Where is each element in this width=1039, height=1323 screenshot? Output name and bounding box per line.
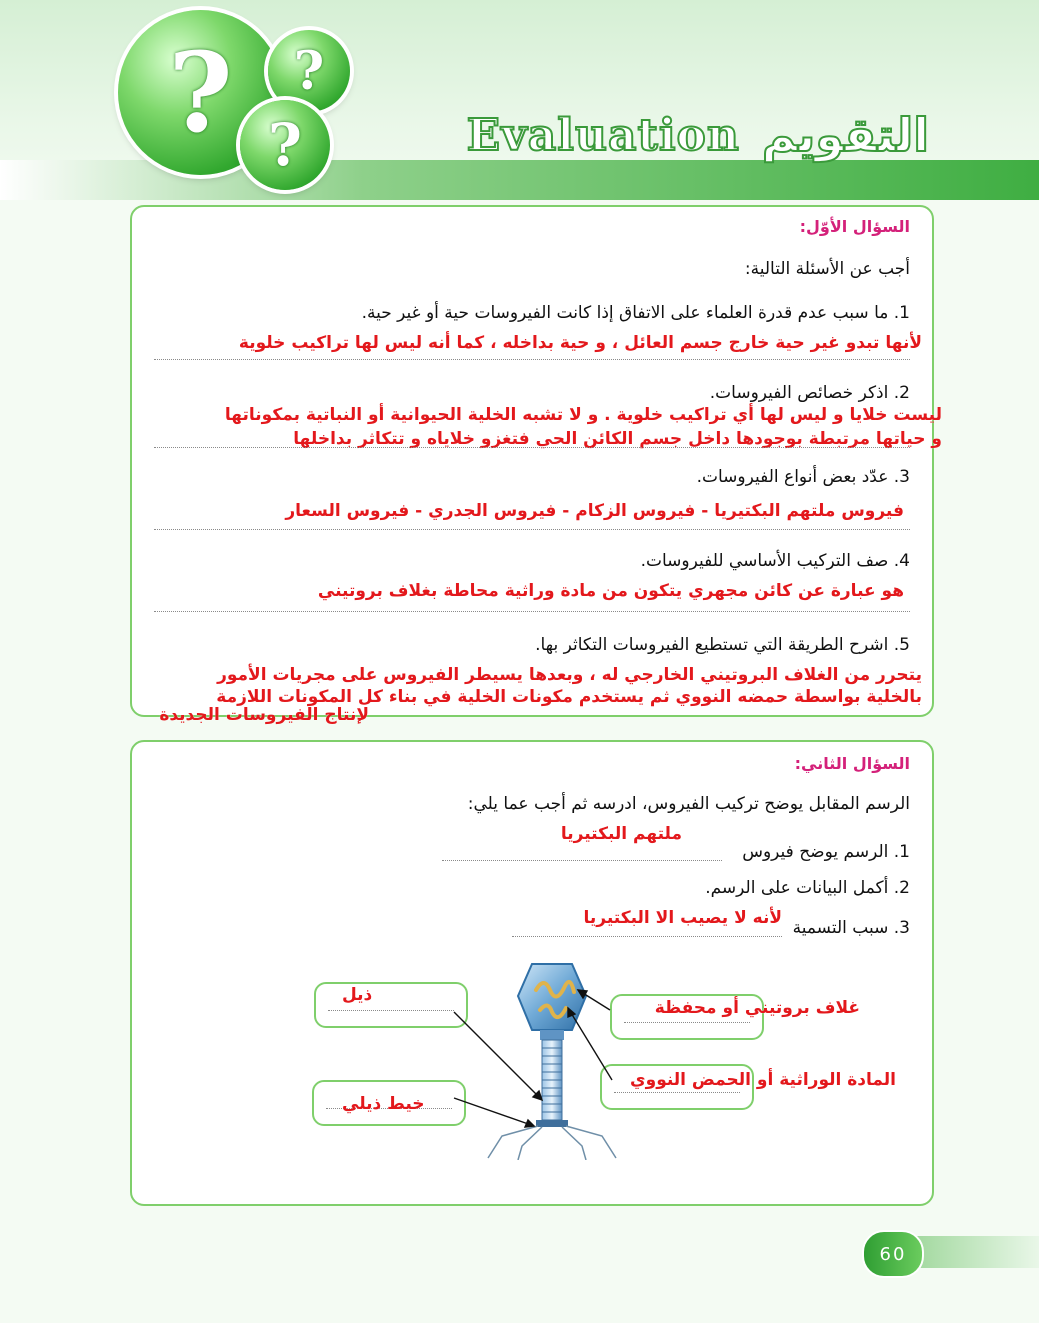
question-2-instruction: الرسم المقابل يوضح تركيب الفيروس، ادرسه ثم أجب عما يلي: (467, 794, 910, 814)
label-genetic-material: المادة الوراثية أو الحمض النووي (630, 1070, 896, 1090)
q1-answer-2b: و حياتها مرتبطة بوجودها داخل جسم الكائن الحي فتغزو خلاياه و تتكاثر بداخلها (293, 429, 942, 449)
question-mark-icon: ? (293, 40, 325, 102)
tail-collar (540, 1030, 564, 1040)
question-1-heading: السؤال الأوّل: (799, 217, 910, 236)
q2-item-2: 2. أكمل البيانات على الرسم. (705, 878, 910, 898)
question-2-box (130, 740, 934, 1206)
tail-fibers (488, 1126, 616, 1160)
q1-item-1: 1. ما سبب عدم قدرة العلماء على الاتفاق إذا كانت الفيروسات حية أو غير حية. (361, 303, 910, 323)
answer-line (154, 447, 910, 448)
q2-answer-3: لأنه لا يصيب الا البكتيريا (583, 908, 782, 928)
answer-line (154, 611, 910, 612)
base-plate (536, 1120, 568, 1127)
q1-item-4: 4. صف التركيب الأساسي للفيروسات. (640, 551, 910, 571)
q1-item-5: 5. اشرح الطريقة التي تستطيع الفيروسات التكاثر بها. (535, 635, 910, 655)
q2-item-3: 3. سبب التسمية (792, 918, 910, 938)
q1-answer-5c: لإنتاج الفيروسات الجديدة (159, 705, 369, 725)
q1-answer-2a: ليست خلايا و ليس لها أي تراكيب خلوية . و لا تشبه الخلية الحيوانية أو النباتية بمكوناتها (224, 405, 942, 425)
q2-item-1: 1. الرسم يوضح فيروس (742, 842, 910, 862)
title-english: Evaluation (466, 109, 740, 161)
label-tail-fiber: خيط ذيلي (342, 1094, 425, 1114)
question-1-box (130, 205, 942, 717)
answer-line (154, 359, 910, 360)
question-mark-icon: ? (168, 28, 233, 157)
title-arabic: التقويم (761, 108, 929, 162)
label-protein-coat: غلاف بروتيني أو محفظة (654, 998, 860, 1018)
q1-item-3: 3. عدّد بعض أنواع الفيروسات. (696, 467, 910, 487)
q1-answer-3: فيروس ملتهم البكتيريا - فيروس الزكام - فيروس الجدري - فيروس السعار (285, 501, 904, 521)
question-2-heading: السؤال الثاني: (794, 754, 910, 773)
label-tail: ذيل (342, 985, 373, 1005)
page-title (467, 100, 929, 170)
answer-line (154, 529, 910, 530)
question-1-instruction: أجب عن الأسئلة التالية: (744, 259, 910, 279)
q1-answer-5a: يتحرر من الغلاف البروتيني الخارجي له ، وبعدها يسيطر الفيروس على مجريات الأمور (217, 665, 922, 685)
tail-sheath (542, 1040, 562, 1120)
page-number: 60 (862, 1230, 924, 1278)
answer-line (512, 936, 782, 937)
question-bubble-small (240, 100, 330, 190)
q1-item-2: 2. اذكر خصائص الفيروسات. (709, 383, 910, 403)
q2-answer-1: ملتهم البكتيريا (560, 824, 682, 844)
bacteriophage-illustration (432, 950, 692, 1160)
answer-line (442, 860, 722, 861)
q1-answer-1: لأنها تبدو غير حية خارج جسم العائل ، و حية بداخله ، كما أنه ليس لها تراكيب خلوية (238, 333, 922, 353)
q1-answer-4: هو عبارة عن كائن مجهري يتكون من مادة وراثية محاطة بغلاف بروتيني (317, 581, 904, 601)
q1-answer-5b: بالخلية بواسطة حمضه النووي ثم يستخدم مكونات الخلية في بناء كل المكونات اللازمة (216, 687, 922, 707)
question-mark-icon: ? (268, 111, 302, 179)
